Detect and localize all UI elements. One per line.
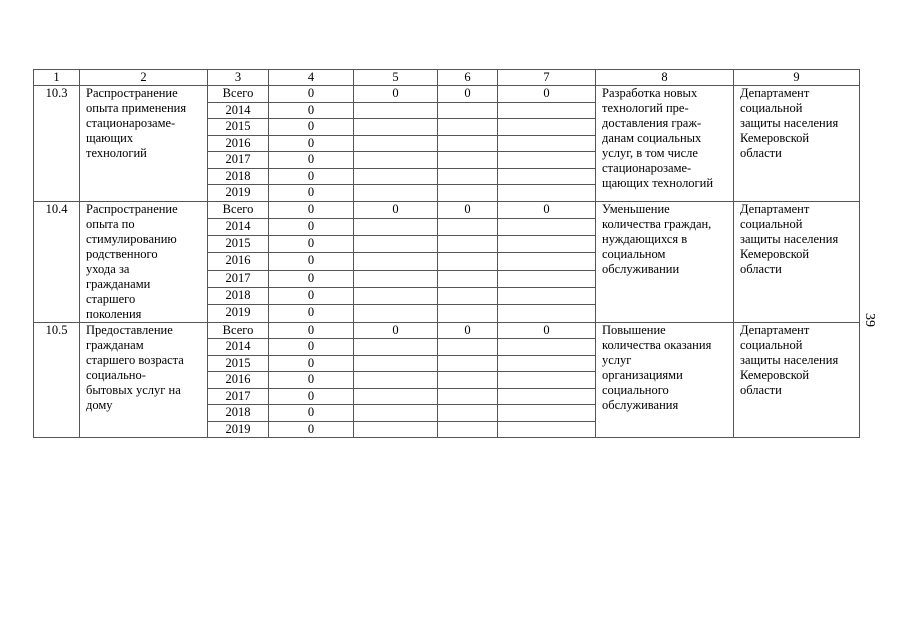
- col6-empty: [438, 185, 498, 202]
- expected-result-line: Разработка новых: [602, 86, 698, 100]
- year-cell: 2018: [208, 168, 269, 185]
- year-cell: 2017: [208, 152, 269, 169]
- department-line: области: [740, 382, 782, 397]
- department-line: защиты населения: [740, 116, 839, 130]
- expected-result-line: обслуживании: [602, 261, 680, 276]
- col5-empty: [354, 236, 438, 253]
- col4-value: 0: [269, 421, 354, 438]
- col5-empty: [354, 339, 438, 356]
- col6-empty: [438, 102, 498, 119]
- item-name-line: родственного: [86, 246, 158, 261]
- col5-empty: [354, 218, 438, 235]
- expected-result-line: социальном: [602, 246, 666, 261]
- col4-value: 0: [269, 372, 354, 389]
- col4-value: 0: [269, 253, 354, 270]
- year-cell: 2015: [208, 236, 269, 253]
- table-row: [34, 86, 860, 103]
- item-name-line: опыта применения: [86, 101, 187, 115]
- header-cell: 3: [208, 70, 269, 86]
- col7-empty: [498, 168, 596, 185]
- col7-empty: [498, 152, 596, 169]
- department-line: Кемеровской: [740, 367, 810, 382]
- expected-result-line: социального: [602, 382, 669, 397]
- col7-empty: [498, 421, 596, 438]
- col4-value: 0: [269, 305, 354, 322]
- col5-empty: [354, 135, 438, 152]
- col4-value: 0: [269, 102, 354, 119]
- item-name: [80, 86, 208, 202]
- department-line: защиты населения: [740, 352, 839, 367]
- col5-empty: [354, 405, 438, 422]
- year-cell: Всего: [208, 322, 269, 339]
- col7-empty: [498, 388, 596, 405]
- col7-empty: [498, 185, 596, 202]
- item-number: 10.3: [34, 86, 80, 202]
- department-line: защиты населения: [740, 231, 839, 246]
- col6-empty: [438, 119, 498, 136]
- col5-empty: [354, 388, 438, 405]
- expected-result: [596, 201, 734, 322]
- header-cell: 6: [438, 70, 498, 86]
- col7-empty: [498, 236, 596, 253]
- col6-empty: [438, 152, 498, 169]
- col5-empty: [354, 253, 438, 270]
- responsible-department: [734, 322, 860, 438]
- year-cell: 2015: [208, 355, 269, 372]
- expected-result-line: количества граждан,: [602, 216, 712, 231]
- year-cell: 2018: [208, 287, 269, 304]
- col5-value: 0: [354, 86, 438, 103]
- col4-value: 0: [269, 135, 354, 152]
- item-name-line: поколения: [86, 306, 142, 321]
- year-cell: 2016: [208, 135, 269, 152]
- col7-empty: [498, 339, 596, 356]
- item-name-line: социально-: [86, 367, 146, 382]
- item-name-line: Распространение: [86, 201, 178, 216]
- item-name-line: ухода за: [86, 261, 130, 276]
- col7-empty: [498, 253, 596, 270]
- program-table: [33, 69, 860, 438]
- item-name-line: гражданами: [86, 276, 151, 291]
- header-cell: 5: [354, 70, 438, 86]
- col6-empty: [438, 339, 498, 356]
- item-name-line: Предоставление: [86, 322, 173, 337]
- col4-value: 0: [269, 287, 354, 304]
- department-line: социальной: [740, 337, 803, 352]
- item-name-line: стационарозаме-: [86, 116, 176, 130]
- col5-empty: [354, 421, 438, 438]
- expected-result-line: стационарозаме-: [602, 161, 692, 175]
- col6-empty: [438, 372, 498, 389]
- col6-empty: [438, 135, 498, 152]
- col5-empty: [354, 287, 438, 304]
- expected-result-line: обслуживания: [602, 397, 679, 412]
- expected-result-line: услуг: [602, 352, 632, 367]
- col7-empty: [498, 405, 596, 422]
- col7-empty: [498, 355, 596, 372]
- col4-value: 0: [269, 270, 354, 287]
- department-line: социальной: [740, 101, 803, 115]
- col6-empty: [438, 305, 498, 322]
- col6-value: 0: [438, 86, 498, 103]
- year-cell: 2014: [208, 102, 269, 119]
- col5-empty: [354, 305, 438, 322]
- year-cell: 2017: [208, 270, 269, 287]
- col5-value: 0: [354, 201, 438, 218]
- expected-result-line: технологий пре-: [602, 101, 689, 115]
- col6-empty: [438, 168, 498, 185]
- col7-empty: [498, 135, 596, 152]
- department-line: Департамент: [740, 322, 810, 337]
- col4-value: 0: [269, 405, 354, 422]
- expected-result-line: Повышение: [602, 322, 666, 337]
- expected-result-line: организациями: [602, 367, 683, 382]
- col4-value: 0: [269, 236, 354, 253]
- col7-empty: [498, 102, 596, 119]
- item-name-line: технологий: [86, 146, 147, 160]
- col6-empty: [438, 236, 498, 253]
- year-cell: 2019: [208, 305, 269, 322]
- item-name: [80, 322, 208, 438]
- expected-result-line: щающих технологий: [602, 176, 714, 190]
- col6-empty: [438, 355, 498, 372]
- expected-result-line: услуг, в том числе: [602, 146, 698, 160]
- expected-result-line: количества оказания: [602, 337, 712, 352]
- responsible-department: [734, 201, 860, 322]
- expected-result-line: нуждающихся в: [602, 231, 688, 246]
- header-row: [34, 70, 860, 86]
- col4-value: 0: [269, 201, 354, 218]
- col5-empty: [354, 270, 438, 287]
- col6-empty: [438, 405, 498, 422]
- col7-empty: [498, 305, 596, 322]
- col4-value: 0: [269, 322, 354, 339]
- col4-value: 0: [269, 388, 354, 405]
- responsible-department: [734, 86, 860, 202]
- col5-empty: [354, 152, 438, 169]
- item-name-line: щающих: [86, 131, 134, 145]
- col6-empty: [438, 253, 498, 270]
- col7-value: 0: [498, 86, 596, 103]
- year-cell: 2017: [208, 388, 269, 405]
- item-name-line: опыта по: [86, 216, 135, 231]
- col5-empty: [354, 168, 438, 185]
- col6-empty: [438, 388, 498, 405]
- header-cell: 8: [596, 70, 734, 86]
- year-cell: Всего: [208, 86, 269, 103]
- col7-empty: [498, 270, 596, 287]
- year-cell: 2016: [208, 253, 269, 270]
- col5-empty: [354, 185, 438, 202]
- header-cell: 4: [269, 70, 354, 86]
- item-name-line: старшего: [86, 291, 136, 306]
- col4-value: 0: [269, 185, 354, 202]
- col7-empty: [498, 119, 596, 136]
- header-cell: 2: [80, 70, 208, 86]
- expected-result-line: Уменьшение: [602, 201, 670, 216]
- item-name-line: дому: [86, 397, 113, 412]
- item-name-line: старшего возраста: [86, 352, 184, 367]
- col7-value: 0: [498, 322, 596, 339]
- col4-value: 0: [269, 339, 354, 356]
- item-name-line: гражданам: [86, 337, 144, 352]
- year-cell: 2014: [208, 218, 269, 235]
- expected-result: [596, 322, 734, 438]
- header-cell: 7: [498, 70, 596, 86]
- col4-value: 0: [269, 86, 354, 103]
- expected-result-line: данам социальных: [602, 131, 702, 145]
- item-name: [80, 201, 208, 322]
- col4-value: 0: [269, 218, 354, 235]
- year-cell: 2016: [208, 372, 269, 389]
- col4-value: 0: [269, 168, 354, 185]
- col4-value: 0: [269, 119, 354, 136]
- table-row: [34, 201, 860, 218]
- table-row: [34, 322, 860, 339]
- col5-value: 0: [354, 322, 438, 339]
- col7-empty: [498, 287, 596, 304]
- department-line: Департамент: [740, 86, 810, 100]
- col5-empty: [354, 119, 438, 136]
- item-name-line: стимулированию: [86, 231, 177, 246]
- department-line: Кемеровской: [740, 131, 810, 145]
- col6-empty: [438, 287, 498, 304]
- col6-empty: [438, 421, 498, 438]
- year-cell: 2014: [208, 339, 269, 356]
- department-line: области: [740, 146, 782, 160]
- department-line: области: [740, 261, 782, 276]
- year-cell: Всего: [208, 201, 269, 218]
- col6-empty: [438, 218, 498, 235]
- col6-value: 0: [438, 201, 498, 218]
- col6-empty: [438, 270, 498, 287]
- col6-value: 0: [438, 322, 498, 339]
- department-line: Департамент: [740, 201, 810, 216]
- department-line: социальной: [740, 216, 803, 231]
- year-cell: 2015: [208, 119, 269, 136]
- col5-empty: [354, 102, 438, 119]
- department-line: Кемеровской: [740, 246, 810, 261]
- year-cell: 2018: [208, 405, 269, 422]
- col4-value: 0: [269, 355, 354, 372]
- col5-empty: [354, 355, 438, 372]
- expected-result-line: доставления граж-: [602, 116, 702, 130]
- item-number: 10.5: [34, 322, 80, 438]
- year-cell: 2019: [208, 185, 269, 202]
- col7-empty: [498, 372, 596, 389]
- expected-result: [596, 86, 734, 202]
- page-number: 39: [862, 313, 877, 327]
- header-cell: 9: [734, 70, 860, 86]
- col4-value: 0: [269, 152, 354, 169]
- col5-empty: [354, 372, 438, 389]
- col7-value: 0: [498, 201, 596, 218]
- header-cell: 1: [34, 70, 80, 86]
- item-number: 10.4: [34, 201, 80, 322]
- year-cell: 2019: [208, 421, 269, 438]
- col7-empty: [498, 218, 596, 235]
- item-name-line: бытовых услуг на: [86, 382, 181, 397]
- item-name-line: Распространение: [86, 86, 178, 100]
